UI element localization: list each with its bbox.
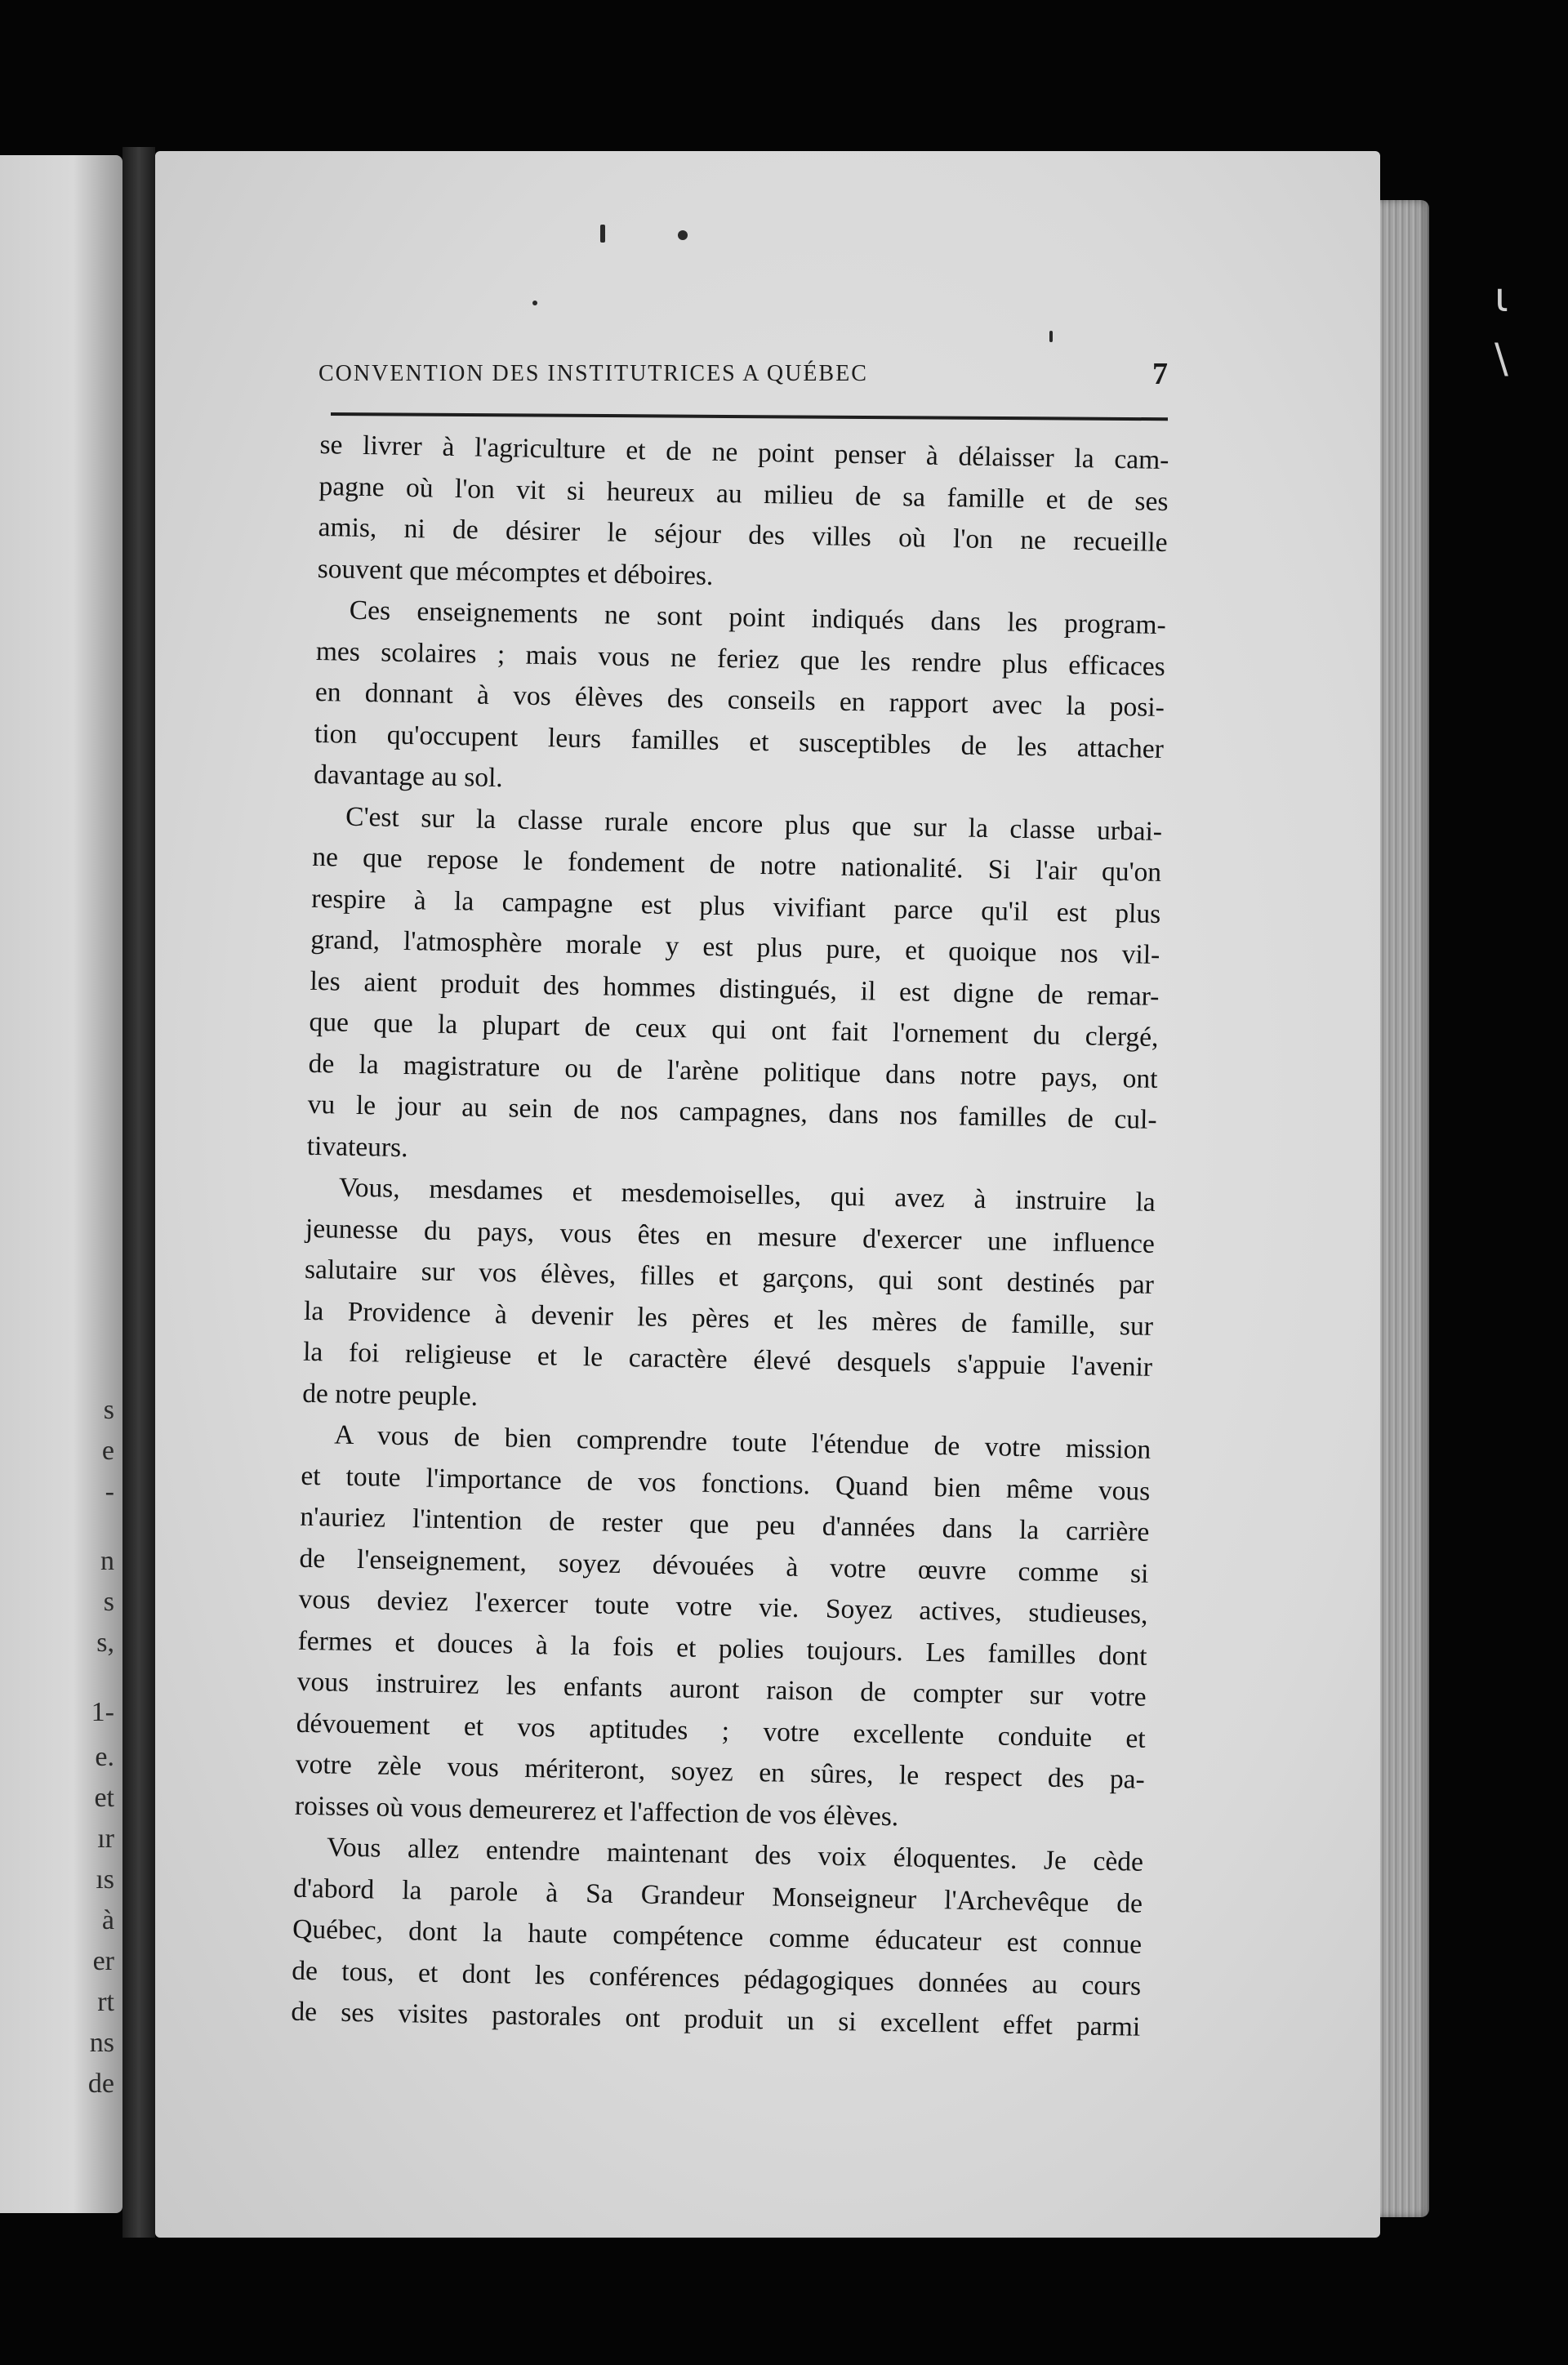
text-line: la Providence à devenir les pères et les mères de famille, sur xyxy=(303,1295,1154,1342)
left-facing-page xyxy=(0,155,122,2213)
left-page-fragment: s xyxy=(103,1395,114,1425)
text-line: davantage au sol. xyxy=(313,759,504,794)
left-page-fragment: s xyxy=(103,1587,114,1617)
text-line: Québec, dont la haute compétence comme éducateur est connue xyxy=(292,1913,1143,1960)
text-line: n'auriez l'intention de rester que peu d'années dans la carrière xyxy=(300,1501,1150,1548)
text-line: C'est sur la classe rurale encore plus que sur la classe urbai- xyxy=(345,801,1163,847)
scan-speck xyxy=(600,225,605,243)
left-page-fragment: e xyxy=(101,1436,114,1466)
text-line: pagne où l'on vit si heureux au milieu de sa famille et de ses xyxy=(318,470,1169,517)
text-line: tion qu'occupent leurs familles et susceptibles de les attacher xyxy=(314,718,1165,764)
left-page-fragment: ır xyxy=(97,1824,114,1854)
text-line: ne que repose le fondement de notre nationalité. Si l'air qu'on xyxy=(311,841,1162,888)
text-line: mes scolaires ; mais vous ne feriez que les rendre plus efficaces xyxy=(315,635,1166,682)
scan-speck xyxy=(532,301,537,305)
left-page-fragment: - xyxy=(105,1476,114,1507)
body-text xyxy=(291,425,1169,2048)
text-line: que que la plupart de ceux qui ont fait l'ornement du clergé, xyxy=(309,1006,1159,1053)
text-line: de l'enseignement, soyez dévouées à votre œuvre comme si xyxy=(299,1543,1149,1589)
page-stack-edge xyxy=(1372,200,1429,2217)
text-line: souvent que mécomptes et déboires. xyxy=(317,553,714,591)
page-header xyxy=(318,357,1168,402)
left-page-fragment: 1- xyxy=(91,1697,114,1727)
text-line: votre zèle vous mériteront, soyez en sûres, le respect des pa- xyxy=(295,1748,1146,1795)
text-line: les aient produit des hommes distingués, il est digne de remar- xyxy=(310,965,1160,1012)
left-page-fragment: ıs xyxy=(96,1864,114,1895)
text-line: Ces enseignements ne sont point indiqués dans les program- xyxy=(349,595,1167,641)
left-page-fragment: à xyxy=(101,1905,114,1935)
text-line: dévouement et vos aptitudes ; votre excellente conduite et xyxy=(296,1708,1147,1754)
text-line: Vous, mesdames et mesdemoiselles, qui avez à instruire la xyxy=(338,1172,1156,1218)
text-line: tivateurs. xyxy=(306,1130,408,1163)
text-line: roisses où vous demeurerez et l'affection de vos élèves. xyxy=(294,1790,899,1832)
text-line: la foi religieuse et le caractère élevé desquels s'appuie l'avenir xyxy=(302,1336,1153,1383)
text-line: de ses visites pastorales ont produit un si excellent effet parmi xyxy=(291,1996,1141,2042)
text-line: de la magistrature ou de l'arène politique dans notre pays, ont xyxy=(308,1048,1158,1094)
left-page-fragment: e. xyxy=(95,1742,114,1772)
text-line: Vous allez entendre maintenant des voix éloquentes. Je cède xyxy=(326,1832,1144,1877)
text-line: de tous, et dont les conférences pédagogiques données au cours xyxy=(291,1955,1142,2002)
left-page-fragment: er xyxy=(92,1946,114,1976)
text-line: A vous de bien comprendre toute l'étendue de votre mission xyxy=(333,1419,1152,1465)
text-line: en donnant à vos élèves des conseils en rapport avec la posi- xyxy=(314,676,1165,723)
left-page-fragment: n xyxy=(100,1546,114,1576)
text-line: jeunesse du pays, vous êtes en mesure d'exercer une influence xyxy=(305,1213,1156,1259)
text-line: d'abord la parole à Sa Grandeur Monseigneur l'Archevêque de xyxy=(292,1873,1143,1919)
text-line: vu le jour au sein de nos campagnes, dans nos familles de cul- xyxy=(307,1089,1157,1135)
scan-mark: ɩ xyxy=(1494,274,1508,321)
scan-speck xyxy=(1049,331,1053,342)
text-line: vous instruirez les enfants auront raison de compter sur votre xyxy=(296,1666,1147,1713)
text-line: salutaire sur vos élèves, filles et garçons, qui sont destinés par xyxy=(304,1254,1155,1300)
text-line: de notre peuple. xyxy=(301,1378,479,1412)
left-page-fragment: de xyxy=(87,2069,114,2099)
scan-mark: \ xyxy=(1494,335,1508,382)
text-line: et toute l'importance de vos fonctions. Quand bien même vous xyxy=(301,1460,1151,1507)
left-page-fragment: ns xyxy=(89,2028,114,2058)
page-number: 7 xyxy=(1152,357,1168,391)
text-line: respire à la campagne est plus vivifiant parce qu'il est plus xyxy=(311,883,1161,929)
text-line: vous deviez l'exercer toute votre vie. Soyez actives, studieuses, xyxy=(298,1583,1148,1630)
left-page-fragment: rt xyxy=(97,1987,114,2017)
left-page-fragment: s, xyxy=(96,1628,114,1658)
scan-speck xyxy=(678,230,688,240)
text-line: grand, l'atmosphère morale y est plus pure, et quoique nos vil- xyxy=(310,924,1160,970)
text-line: se livrer à l'agriculture et de ne point penser à délaisser la cam- xyxy=(319,429,1169,476)
text-line: amis, ni de désirer le séjour des villes où l'on ne recueille xyxy=(318,511,1168,559)
left-page-fragment: et xyxy=(94,1783,114,1813)
text-line: fermes et douces à la fois et polies toujours. Les familles dont xyxy=(297,1625,1147,1672)
book-gutter xyxy=(122,147,155,2238)
running-head: CONVENTION DES INSTITUTRICES A QUÉBEC xyxy=(318,361,868,386)
